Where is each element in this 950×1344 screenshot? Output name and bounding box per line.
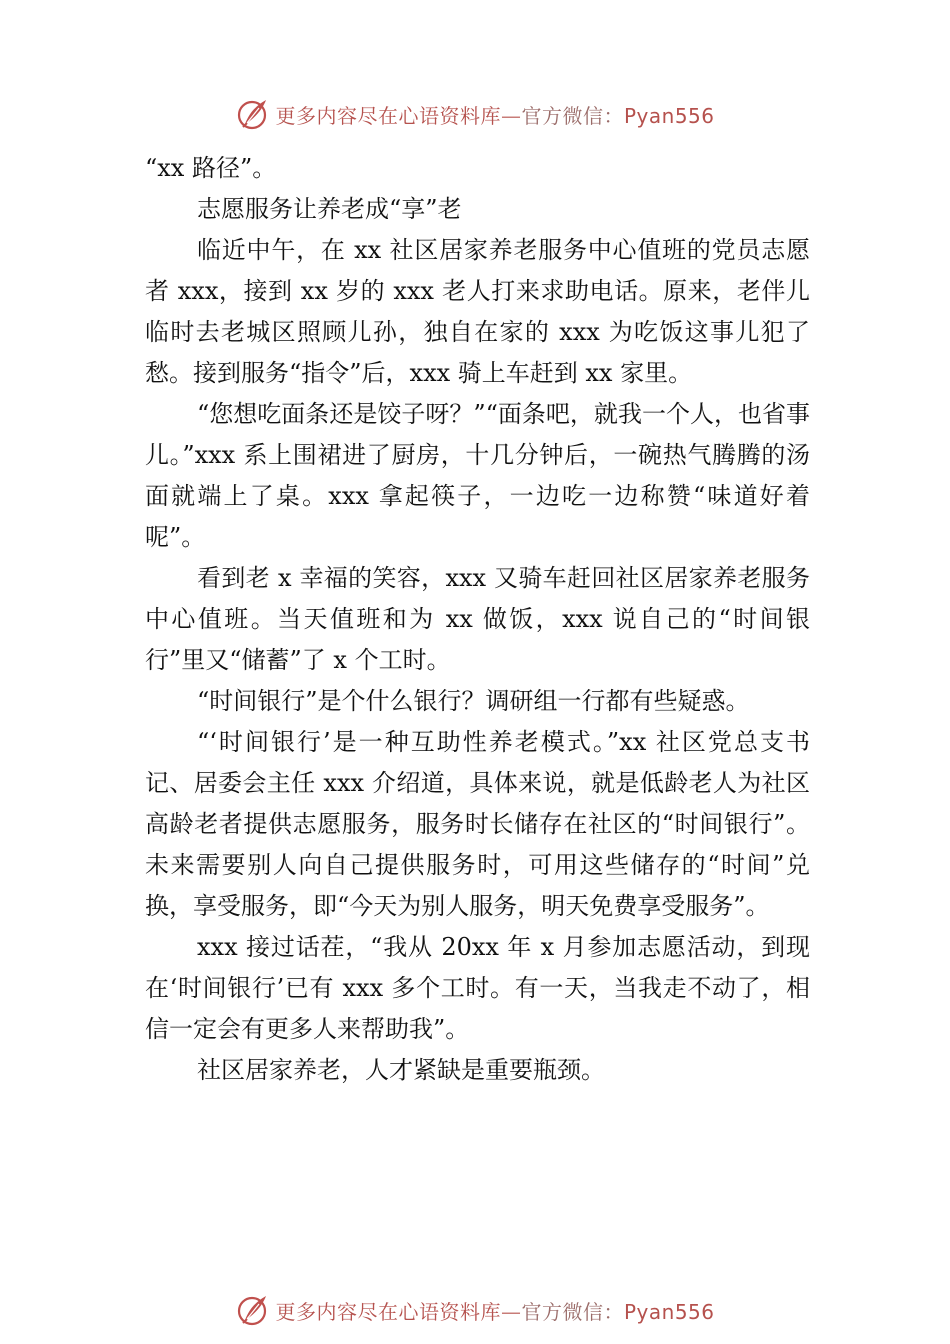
- paragraph: xxx 接过话茬，“我从 20xx 年 x 月参加志愿活动，到现在‘时间银行’已有 xxx 多个工时。有一天，当我走不动了，相信一定会有更多人来帮助我”。: [145, 933, 810, 1043]
- banner-slogan: 更多内容尽在心语资料库: [275, 103, 501, 128]
- paragraph: “xx 路径”。: [145, 154, 277, 182]
- document-body: [145, 148, 810, 1091]
- footer-banner: [0, 1290, 950, 1330]
- banner-wechat-label: 官方微信：: [521, 1299, 624, 1324]
- paragraph: 临近中午，在 xx 社区居家养老服务中心值班的党员志愿者 xxx，接到 xx 岁的 xxx 老人打来求助电话。原来，老伴儿临时去老城区照顾儿孙，独自在家的 xxx 为吃饭这事儿犯了愁。接到服务“指令”后，xxx 骑上车赶到 xx 家里。: [145, 236, 810, 387]
- paragraph: “您想吃面条还是饺子呀？”“面条吧，就我一个人，也省事儿。”xxx 系上围裙进了厨房，十几分钟后，一碗热气腾腾的汤面就端上了桌。xxx 拿起筷子，一边吃一边称赞“味道好着呢”。: [145, 400, 810, 551]
- banner-text: [275, 1296, 714, 1325]
- banner-separator: —: [500, 1299, 522, 1324]
- feather-pen-logo-icon: [235, 1292, 271, 1328]
- header-banner: [0, 94, 950, 134]
- banner-account: Pyan556: [623, 1299, 715, 1324]
- feather-pen-logo-icon: [235, 96, 271, 132]
- paragraph: 社区居家养老，人才紧缺是重要瓶颈。: [197, 1056, 605, 1084]
- paragraph: 看到老 x 幸福的笑容，xxx 又骑车赶回社区居家养老服务中心值班。当天值班和为 xx 做饭，xxx 说自己的“时间银行”里又“储蓄”了 x 个工时。: [145, 564, 810, 674]
- banner-account: Pyan556: [623, 103, 715, 128]
- paragraph: “‘时间银行’是一种互助性养老模式。”xx 社区党总支书记、居委会主任 xxx 介绍道，具体来说，就是低龄老人为社区高龄老者提供志愿服务，服务时长储存在社区的“时间银行”。未来需要别人向自己提供服务时，可用这些储存的“时间”兑换，享受服务，即“今天为别人服务，明天免费享受服务”。: [145, 728, 810, 920]
- section-heading: 志愿服务让养老成“享”老: [197, 195, 462, 223]
- banner-text: [275, 100, 714, 129]
- paragraph: “时间银行”是个什么银行？调研组一行都有些疑惑。: [197, 687, 750, 715]
- banner-separator: —: [500, 103, 522, 128]
- banner-wechat-label: 官方微信：: [521, 103, 624, 128]
- banner-slogan: 更多内容尽在心语资料库: [275, 1299, 501, 1324]
